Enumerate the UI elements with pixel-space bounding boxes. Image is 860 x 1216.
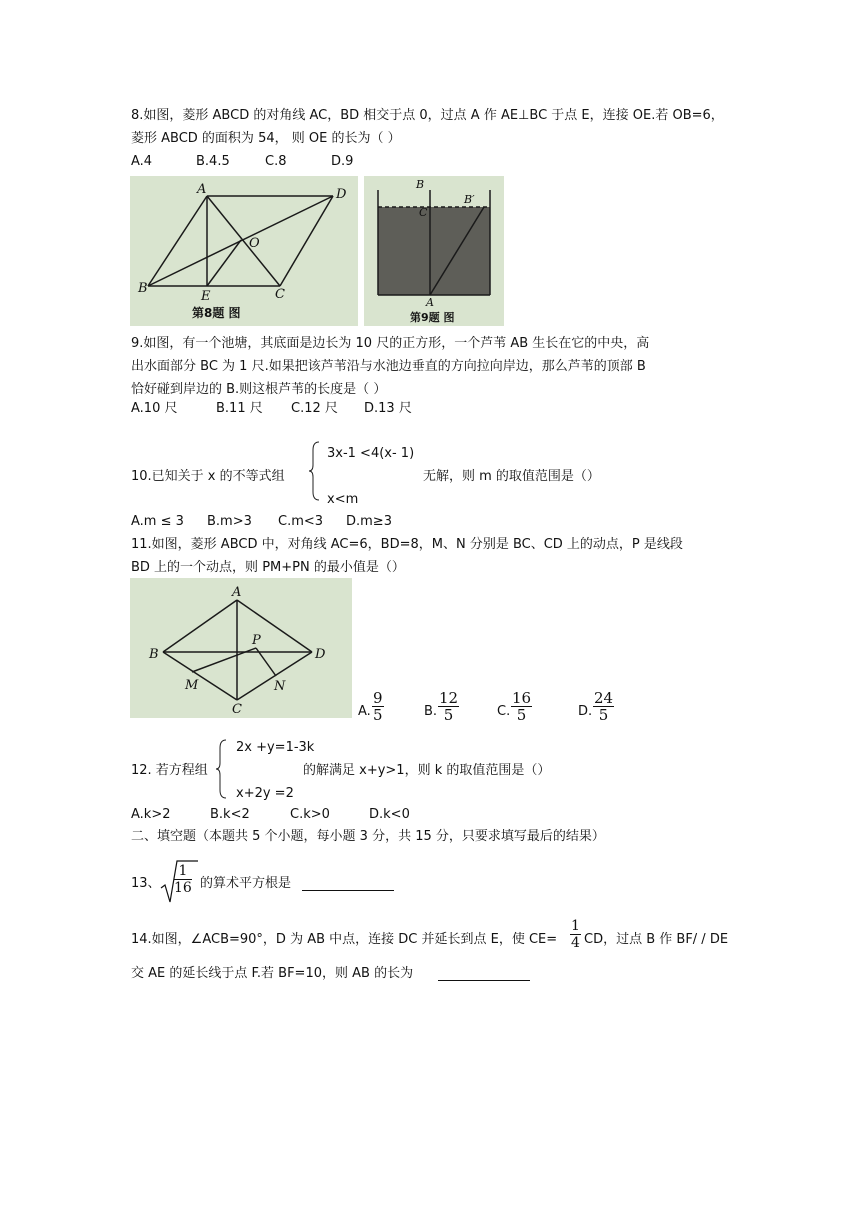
- q13-radical: [160, 858, 200, 906]
- q11-line2: BD 上的一个动点，则 PM+PN 的最小值是（）: [131, 560, 405, 575]
- q8-option-c: C.8: [265, 154, 287, 169]
- fig11-label-a: A: [232, 585, 242, 600]
- pond-diagram: [364, 176, 504, 326]
- q12-option-c: C.k>0: [290, 807, 330, 822]
- q13-numerator: 1: [174, 863, 192, 880]
- q11-option-b-denominator: 5: [443, 706, 454, 724]
- q11-figure: [130, 578, 352, 718]
- q11-option-d-fraction: [593, 690, 614, 723]
- q8-line1: 8.如图，菱形 ABCD 的对角线 AC，BD 相交于点 0，过点 A 作 AE⊥BC 于点 E，连接 OE.若 OB=6，: [131, 108, 724, 123]
- q13-prefix: 13、: [131, 876, 161, 891]
- q12-option-b: B.k<2: [210, 807, 250, 822]
- q9-option-c: C.12 尺: [291, 401, 338, 416]
- q10-eq2: x<m: [327, 492, 359, 507]
- q9-line3: 恰好碰到岸边的 B.则这根芦苇的长度是（ ）: [131, 382, 387, 397]
- q12-brace: [216, 738, 228, 800]
- q10-prefix: 10.已知关于 x 的不等式组: [131, 469, 285, 484]
- q11-option-d-denominator: 5: [598, 706, 609, 724]
- q13-suffix: 的算术平方根是: [200, 876, 292, 891]
- q9-option-d: D.13 尺: [364, 401, 412, 416]
- fig9-label-c: C: [419, 206, 428, 219]
- q9-line1: 9.如图，有一个池塘，其底面是边长为 10 尺的正方形，一个芦苇 AB 生长在它的中央，高: [131, 336, 650, 351]
- q11-option-b-numerator: 12: [439, 689, 459, 707]
- q10-option-a: A.m ≤ 3: [131, 514, 184, 529]
- q11-option-a-denominator: 5: [373, 706, 383, 724]
- q14-line2: 交 AE 的延长线于点 F.若 BF=10，则 AB 的长为: [131, 966, 414, 981]
- q8-option-a: A.4: [131, 154, 153, 169]
- q14-answer-blank[interactable]: [438, 966, 530, 981]
- q12-prefix: 12. 若方程组: [131, 763, 208, 778]
- fig9-label-a: A: [426, 296, 434, 309]
- fig11-label-m: M: [185, 678, 199, 693]
- q14-line1-start: 14.如图，∠ACB=90°，D 为 AB 中点，连接 DC 并延长到点 E，使 CE=: [131, 932, 558, 947]
- q8-option-d: D.9: [331, 154, 354, 169]
- q12-option-a: A.k>2: [131, 807, 171, 822]
- q9-option-a: A.10 尺: [131, 401, 178, 416]
- q12-eq1: 2x +y=1-3k: [236, 740, 315, 755]
- fig11-label-d: D: [315, 647, 326, 662]
- q10-option-c: C.m<3: [278, 514, 324, 529]
- q14-numerator: 1: [571, 918, 580, 934]
- q10-eq1: 3x-1 <4(x- 1): [327, 446, 415, 461]
- q8-figure: [130, 176, 358, 326]
- q11-option-b-fraction: [438, 690, 459, 723]
- fig8-label-c: C: [275, 287, 285, 302]
- q11-option-a-numerator: 9: [373, 689, 383, 707]
- fig11-label-b: B: [149, 647, 159, 662]
- q10-suffix: 无解，则 m 的取值范围是（）: [423, 469, 600, 484]
- q8-line2: 菱形 ABCD 的面积为 54， 则 OE 的长为（ ）: [131, 131, 401, 146]
- rhombus-diagram: [130, 176, 358, 326]
- q8-option-b: B.4.5: [196, 154, 230, 169]
- q8-figure-caption: 第8题 图: [192, 306, 241, 320]
- q10-option-d: D.m≥3: [346, 514, 392, 529]
- q11-option-a-letter: A.: [358, 704, 371, 719]
- q11-option-c-letter: C.: [497, 704, 511, 719]
- fig8-label-e: E: [201, 289, 211, 304]
- rhombus-pm-pn-diagram: [130, 578, 352, 718]
- q9-figure-caption: 第9题 图: [410, 311, 455, 324]
- q13-denominator: 16: [174, 880, 192, 896]
- fig8-label-b: B: [138, 281, 148, 296]
- q11-option-c-fraction: [511, 690, 532, 723]
- q14-fraction: [570, 918, 581, 951]
- q12-option-d: D.k<0: [369, 807, 410, 822]
- q11-option-c-numerator: 16: [512, 689, 532, 707]
- fig9-label-b: B: [416, 178, 425, 191]
- q13-answer-blank[interactable]: [302, 876, 394, 891]
- q11-option-b-letter: B.: [424, 704, 438, 719]
- fig9-label-b-prime: B′: [464, 193, 475, 206]
- q12-suffix: 的解满足 x+y>1，则 k 的取值范围是（）: [303, 763, 551, 778]
- q9-line2: 出水面部分 BC 为 1 尺.如果把该芦苇沿与水池边垂直的方向拉向岸边，那么芦苇的顶部 B: [131, 359, 646, 374]
- fig8-label-d: D: [336, 187, 347, 202]
- q9-figure: [364, 176, 504, 326]
- fig11-label-n: N: [274, 679, 286, 694]
- q11-option-a-fraction: [372, 690, 384, 723]
- q11-line1: 11.如图，菱形 ABCD 中，对角线 AC=6，BD=8，M、N 分别是 BC、CD 上的动点，P 是线段: [131, 537, 683, 552]
- fig11-label-c: C: [232, 702, 242, 717]
- q11-option-d-numerator: 24: [594, 689, 614, 707]
- fig8-label-o: O: [249, 236, 260, 251]
- fig11-label-p: P: [252, 633, 261, 648]
- fig8-label-a: A: [197, 182, 207, 197]
- section-2-heading: 二、填空题（本题共 5 个小题，每小题 3 分，共 15 分，只要求填写最后的结果）: [131, 829, 605, 844]
- q10-brace: [309, 440, 321, 502]
- q11-option-d-letter: D.: [578, 704, 593, 719]
- q14-line1-end: CD，过点 B 作 BF/ / DE: [584, 932, 729, 947]
- q9-option-b: B.11 尺: [216, 401, 263, 416]
- q12-eq2: x+2y =2: [236, 786, 294, 801]
- q13-fraction: [174, 863, 192, 896]
- q11-option-c-denominator: 5: [516, 706, 527, 724]
- q14-denominator: 4: [571, 935, 580, 951]
- q10-option-b: B.m>3: [207, 514, 252, 529]
